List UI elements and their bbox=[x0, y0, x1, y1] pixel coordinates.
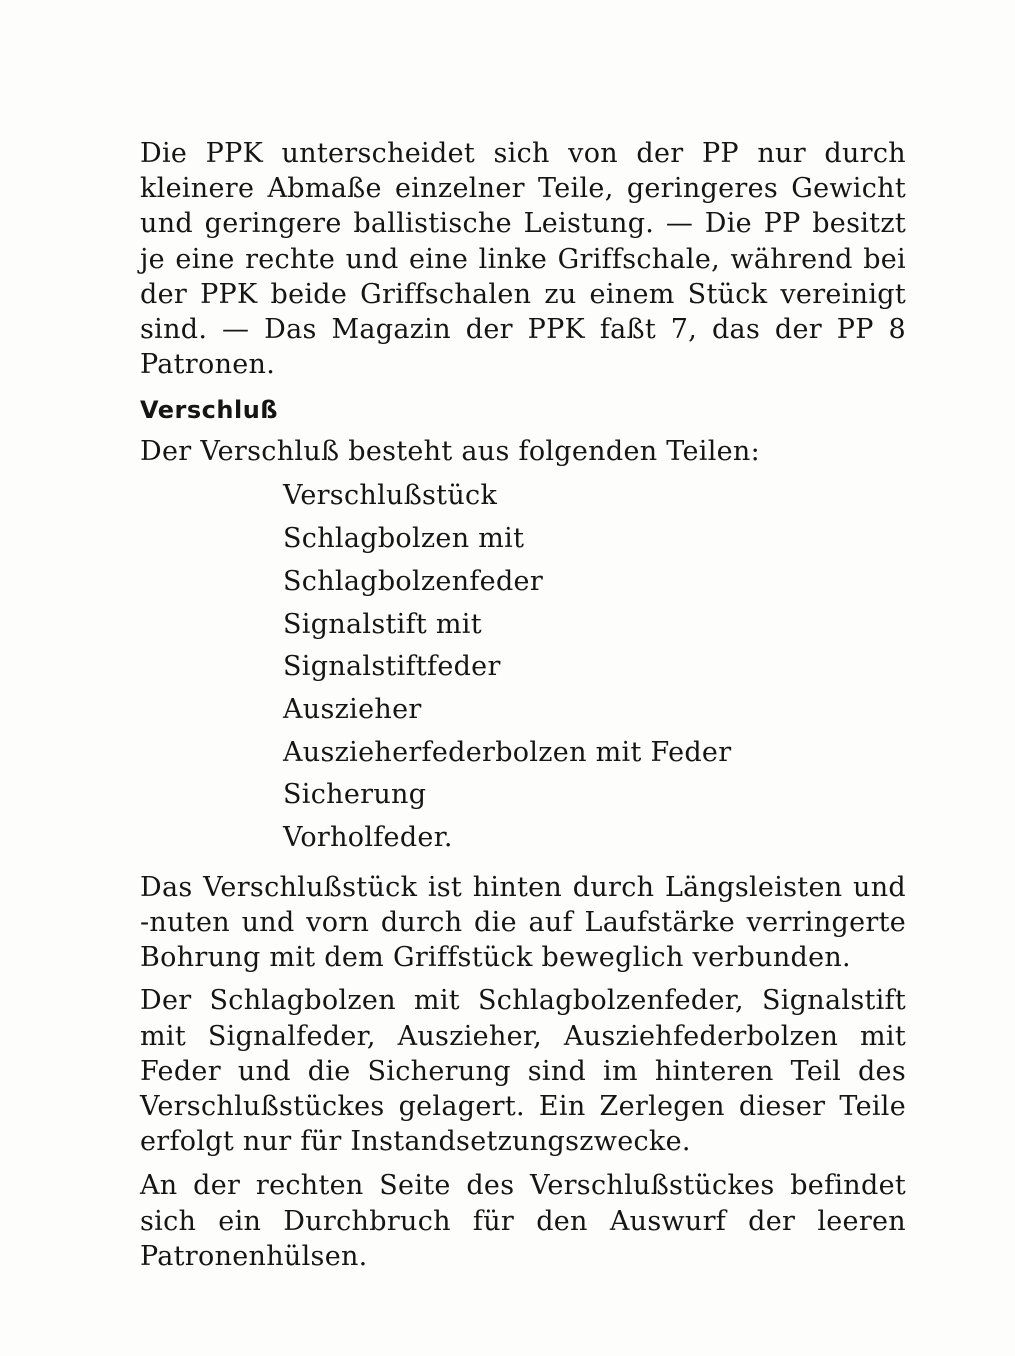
paragraph-durchbruch: An der rechten Seite des Verschlußstückes befindet sich ein Durchbruch für den Auswurf der leeren Patronenhülsen. bbox=[140, 1170, 906, 1272]
paragraph-schlagbolzen: Der Schlagbolzen mit Schlagbolzenfeder, Signalstift mit Signalfeder, Auszieher, Ausziehfederbolzen mit Feder und die Sicherung sind im hinteren Teil des Verschlußstückes gelagert. Ein Zerlegen dieser Teile erfolgt nur für Instandsetzungszwecke. bbox=[140, 985, 906, 1158]
list-item: Vorholfeder. bbox=[283, 822, 453, 854]
paragraph-verschlussstueck: Das Verschlußstück ist hinten durch Längsleisten und -nuten und vorn durch die auf Laufstärke verringerte Bohrung mit dem Griffstück beweglich verbunden. bbox=[140, 871, 906, 974]
list-item: Schlagbolzenfeder bbox=[283, 565, 544, 597]
list-item: Auszieherfederbolzen mit Feder bbox=[283, 736, 732, 768]
list-item: Verschlußstück bbox=[283, 480, 498, 512]
list-item: Sicherung bbox=[283, 779, 427, 811]
list-item: Signalstiftfeder bbox=[283, 651, 501, 683]
section-heading: Verschluß bbox=[140, 396, 279, 425]
paragraph-intro: Die PPK unterscheidet sich von der PP nur durch kleinere Abmaße einzelner Teile, geringeres Gewicht und geringere ballistische Leistung. — Die PP besitzt je eine rechte und eine linke Griffschale, während bei der PPK beide Griffschalen zu einem Stück vereinigt sind. — Das Magazin der PPK faßt 7, das der PP 8 Patronen. bbox=[140, 138, 906, 381]
list-item: Signalstift mit bbox=[283, 608, 482, 640]
parts-list-intro: Der Verschluß besteht aus folgenden Teilen: bbox=[140, 436, 761, 468]
list-item: Schlagbolzen mit bbox=[283, 523, 525, 555]
text-block bbox=[140, 136, 906, 1274]
list-item: Auszieher bbox=[283, 693, 422, 725]
parts-list bbox=[283, 475, 906, 859]
